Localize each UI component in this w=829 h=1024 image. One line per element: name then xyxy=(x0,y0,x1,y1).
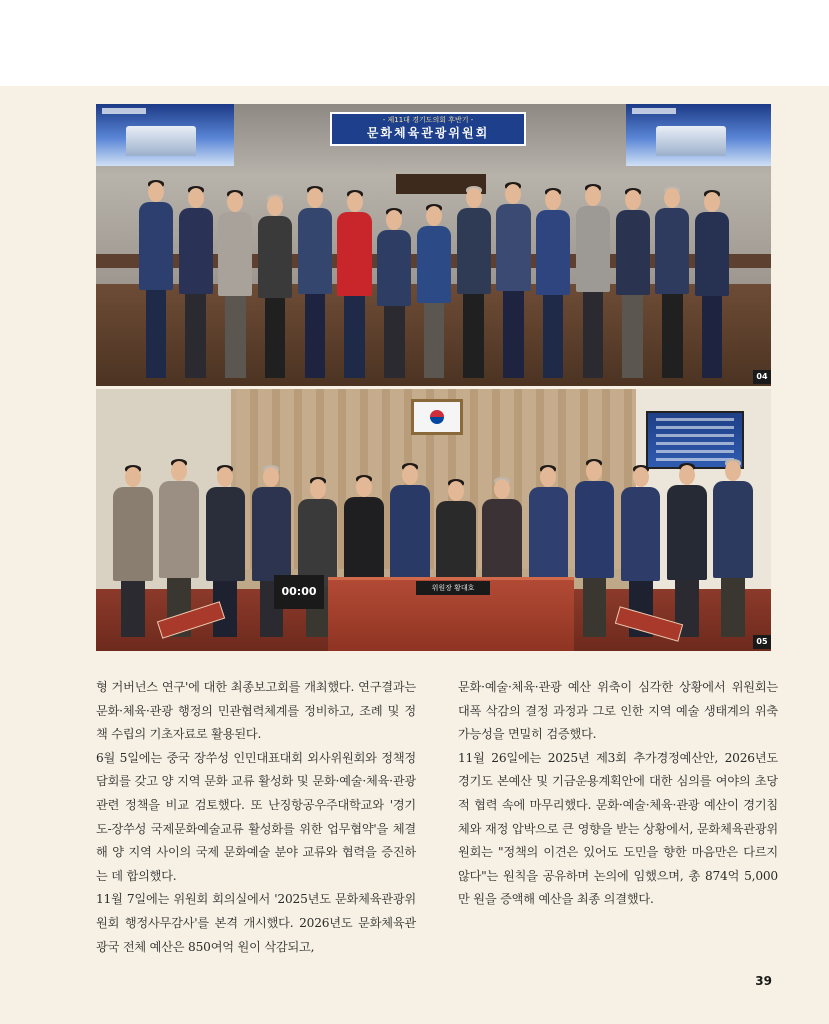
paragraph: 형 거버넌스 연구'에 대한 최종보고회를 개최했다. 연구결과는 문화·체육·관광 행정의 민관협력체계를 정비하고, 조례 및 정책 수립의 기초자료로 활용된다. xyxy=(96,680,416,742)
committee-banner xyxy=(330,112,526,146)
person-figure xyxy=(653,188,693,378)
article-column-left xyxy=(96,676,416,959)
person-figure xyxy=(295,188,335,378)
timer-value: 00:00 xyxy=(281,585,317,598)
building-screen-left xyxy=(96,104,234,166)
person-figure xyxy=(414,206,454,378)
building-screen-right xyxy=(626,104,771,166)
person-figure xyxy=(255,196,295,378)
person-figure xyxy=(215,192,255,378)
group-photo-committee-hall xyxy=(96,104,771,386)
person-figure xyxy=(110,467,156,637)
person-figure xyxy=(664,465,710,637)
paragraph: 11월 7일에는 위원회 회의실에서 '2025년도 문화체육관광위원회 행정사무감사'를 본격 개시했다. 2026년도 문화체육관광국 전체 예산은 850여억 원이 삭감되고, xyxy=(96,892,416,954)
person-figure xyxy=(692,192,732,378)
timer-display xyxy=(274,575,324,609)
page-number: 39 xyxy=(755,974,772,988)
person-figure xyxy=(454,188,494,378)
banner-subtitle: - 제11대 경기도의회 후반기 - xyxy=(382,116,474,124)
person-figure xyxy=(573,186,613,378)
person-figure xyxy=(571,461,617,637)
paragraph: 11월 26일에는 2025년 제3회 추가경정예산안, 2026년도 경기도 본예산 및 기금운용계획안에 대한 심의를 여야의 초당적 협력 속에 마무리했다. 문화·예술·체육·관광 예산이 경기침체와 재정 압박으로 큰 영향을 받는 상황에서, 문화체육관광위원회는 "정책의 이견은 있어도 도민을 향한 마음만은 다르지 않다"는 원칙을 공유하며 논의에 임했으며, 총 874억 5,000만 원을 증액해 예산을 최종 의결했다. xyxy=(458,750,778,907)
person-figure xyxy=(533,190,573,378)
person-figure xyxy=(335,192,375,378)
person-figure xyxy=(613,190,653,378)
person-figure xyxy=(710,461,756,637)
chair-nameplate: 위원장 황대호 xyxy=(416,581,490,595)
person-figure xyxy=(494,184,534,378)
paragraph: 문화·예술·체육·관광 예산 위축이 심각한 상황에서 위원회는 대폭 삭감의 결정 과정과 그로 인한 지역 예술 생태계의 위축 가능성을 면밀히 검증했다. xyxy=(458,680,778,742)
banner-title: 문화체육관광위원회 xyxy=(366,126,490,140)
group-photo-meeting-room xyxy=(96,389,771,651)
photo-number: 04 xyxy=(753,370,771,384)
person-figure xyxy=(374,210,414,378)
person-figure xyxy=(136,182,176,378)
paragraph: 6월 5일에는 중국 장쑤성 인민대표대회 외사위원회와 정책정담회를 갖고 양 지역 문화 교류 활성화 및 문화·예술·체육·관광 관련 정책을 비교 검토했다. 또 난징항공우주대학교와 '경기도-장쑤성 국제문화예술교류 활성화를 위한 업무협약'을 체결해 양 지역 사이의 국제 문화예술 분야 교류와 협력을 증진하는 데 합의했다. xyxy=(96,750,416,883)
photo-number: 05 xyxy=(753,635,771,649)
korean-flag xyxy=(411,399,463,435)
article-column-right xyxy=(458,676,778,912)
person-figure xyxy=(176,188,216,378)
person-figure xyxy=(248,467,294,637)
